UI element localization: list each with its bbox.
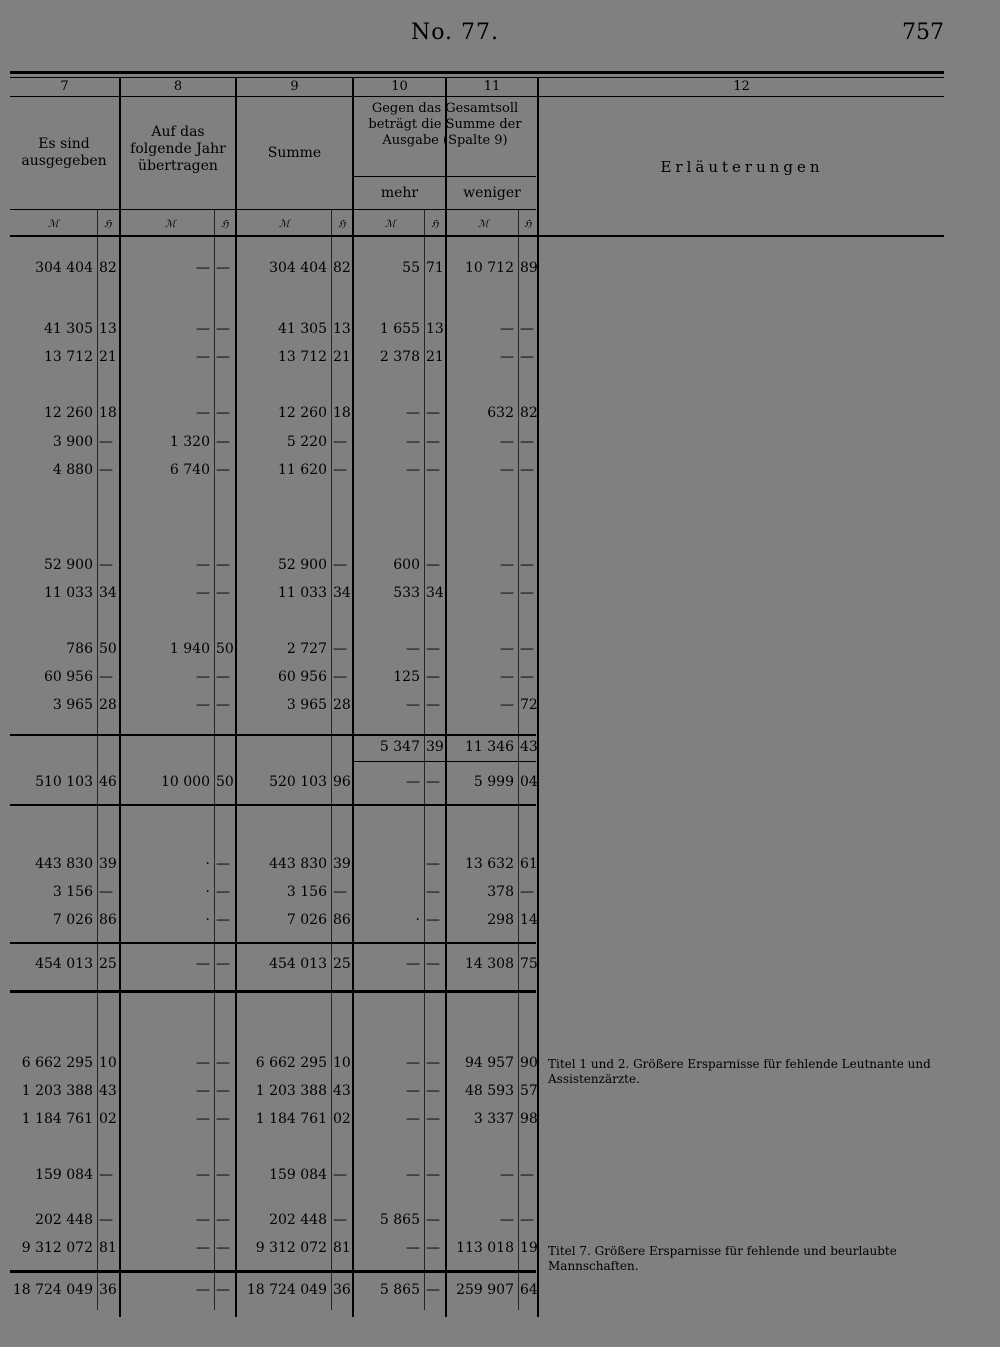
cell-c9m-row-4: 5 220	[286, 434, 327, 450]
colnum-10: 10	[391, 79, 408, 94]
cell-c11m-row-10: —	[500, 697, 514, 713]
cell-c8m-row-1: —	[196, 321, 210, 337]
cell-c11p-row-11: 43	[520, 739, 538, 755]
cell-c10p-row-13: —	[426, 856, 440, 872]
cell-c8p-row-18: —	[216, 1083, 230, 1099]
unit-pf-9: ℌ	[338, 219, 346, 230]
cell-c7p-row-15: 86	[99, 912, 117, 928]
cell-c8p-row-10: —	[216, 697, 230, 713]
cell-c8m-row-0: —	[196, 260, 210, 276]
note-titel-7: Titel 7. Größere Ersparnisse für fehlende und beurlaubte Mannschaften.	[548, 1244, 897, 1273]
cell-c9m-row-9: 60 956	[278, 669, 327, 685]
colnum-rule	[10, 96, 944, 97]
pf-divider-10	[424, 210, 425, 1310]
header-uebertragen: Auf das folgende Jahr übertragen	[130, 124, 226, 174]
unit-mark-11: ℳ	[478, 219, 489, 230]
cell-c9p-row-15: 86	[333, 912, 351, 928]
cell-c10p-row-6: —	[426, 557, 440, 573]
cell-c7m-row-0: 304 404	[35, 260, 93, 276]
cell-c8m-row-5: 6 740	[169, 462, 210, 478]
cell-c10m-row-17: —	[406, 1055, 420, 1071]
cell-c8p-row-12: 50	[216, 774, 234, 790]
cell-c8m-row-2: —	[196, 349, 210, 365]
cell-c10p-row-20: —	[426, 1167, 440, 1183]
cell-c10p-row-21: —	[426, 1212, 440, 1228]
cell-c8m-row-7: —	[196, 585, 210, 601]
cell-c11m-row-1: —	[500, 321, 514, 337]
note-titel-1-2: Titel 1 und 2. Größere Ersparnisse für fehlende Leutnante und Assistenzärzte.	[548, 1057, 931, 1086]
cell-c11m-row-6: —	[500, 557, 514, 573]
cell-c8m-row-9: —	[196, 669, 210, 685]
header-mehr: mehr	[380, 185, 419, 201]
cell-c11p-row-16: 75	[520, 956, 538, 972]
cell-c8p-row-5: —	[216, 462, 230, 478]
cell-c8m-row-22: —	[196, 1240, 210, 1256]
cell-c11m-row-9: —	[500, 669, 514, 685]
cell-c7m-row-20: 159 084	[35, 1167, 93, 1183]
cell-c10m-row-15: ·	[415, 912, 420, 928]
cell-c7m-row-13: 443 830	[35, 856, 93, 872]
cell-c9p-row-23: 36	[333, 1282, 351, 1298]
cell-c11p-row-3: 82	[520, 405, 538, 421]
cell-c11m-row-13: 13 632	[465, 856, 514, 872]
subheader-rule	[352, 176, 536, 177]
colnum-7: 7	[60, 79, 69, 94]
cell-c10p-row-2: 21	[426, 349, 444, 365]
colnum-11: 11	[483, 79, 501, 94]
cell-c7p-row-12: 46	[99, 774, 117, 790]
cell-c7m-row-18: 1 203 388	[21, 1083, 93, 1099]
cell-c8p-row-13: —	[216, 856, 230, 872]
cell-c7p-row-2: 21	[99, 349, 117, 365]
cell-c9m-row-2: 13 712	[278, 349, 327, 365]
cell-c11m-row-16: 14 308	[465, 956, 514, 972]
cell-c11m-row-23: 259 907	[456, 1282, 514, 1298]
cell-c11p-row-19: 98	[520, 1111, 538, 1127]
cell-c10m-row-0: 55	[402, 260, 420, 276]
cell-c10p-row-19: —	[426, 1111, 440, 1127]
cell-c11p-row-14: —	[520, 884, 534, 900]
cell-c10m-row-23: 5 865	[379, 1282, 420, 1298]
cell-c8p-row-8: 50	[216, 641, 234, 657]
cell-c10m-row-6: 600	[393, 557, 420, 573]
unit-mark-9: ℳ	[279, 219, 290, 230]
cell-c8m-row-12: 10 000	[161, 774, 210, 790]
cell-c8m-row-14: ·	[205, 884, 210, 900]
col-divider-9-10	[352, 77, 354, 1317]
cell-c7p-row-22: 81	[99, 1240, 117, 1256]
cell-c8p-row-19: —	[216, 1111, 230, 1127]
cell-c7m-row-7: 11 033	[44, 585, 93, 601]
cell-c9p-row-14: —	[333, 884, 347, 900]
cell-c10p-row-4: —	[426, 434, 440, 450]
header-summe: Summe	[267, 145, 322, 161]
cell-c9p-row-22: 81	[333, 1240, 351, 1256]
cell-c7m-row-8: 786	[66, 641, 93, 657]
top-rule	[10, 71, 944, 74]
pf-divider-9	[331, 210, 332, 1310]
cell-c10m-row-8: —	[406, 641, 420, 657]
pf-divider-7	[97, 210, 98, 1310]
cell-c9p-row-9: —	[333, 669, 347, 685]
cell-c9p-row-17: 10	[333, 1055, 351, 1071]
cell-c8m-row-13: ·	[205, 856, 210, 872]
cell-c7m-row-5: 4 880	[52, 462, 93, 478]
cell-c9m-row-0: 304 404	[269, 260, 327, 276]
cell-c8p-row-6: —	[216, 557, 230, 573]
cell-c7m-row-23: 18 724 049	[12, 1282, 93, 1298]
cell-c10m-row-7: 533	[393, 585, 420, 601]
unit-pf-7: ℌ	[104, 219, 112, 230]
section-rule-5	[10, 1270, 536, 1273]
cell-c11p-row-8: —	[520, 641, 534, 657]
cell-c9p-row-2: 21	[333, 349, 351, 365]
cell-c10p-row-0: 71	[426, 260, 444, 276]
cell-c8m-row-17: —	[196, 1055, 210, 1071]
cell-c10p-row-9: —	[426, 669, 440, 685]
cell-c9p-row-7: 34	[333, 585, 351, 601]
unit-pf-10: ℌ	[431, 219, 439, 230]
cell-c10m-row-9: 125	[393, 669, 420, 685]
cell-c7p-row-3: 18	[99, 405, 117, 421]
cell-c9p-row-8: —	[333, 641, 347, 657]
cell-c10m-row-12: —	[406, 774, 420, 790]
cell-c8m-row-3: —	[196, 405, 210, 421]
cell-c7p-row-8: 50	[99, 641, 117, 657]
cell-c11p-row-6: —	[520, 557, 534, 573]
cell-c10p-row-8: —	[426, 641, 440, 657]
cell-c10p-row-15: —	[426, 912, 440, 928]
cell-c11p-row-22: 19	[520, 1240, 538, 1256]
cell-c7m-row-19: 1 184 761	[21, 1111, 93, 1127]
cell-c9m-row-17: 6 662 295	[255, 1055, 327, 1071]
cell-c8p-row-15: —	[216, 912, 230, 928]
unit-mark-8: ℳ	[165, 219, 176, 230]
cell-c8p-row-14: —	[216, 884, 230, 900]
cell-c7m-row-3: 12 260	[44, 405, 93, 421]
cell-c9m-row-15: 7 026	[286, 912, 327, 928]
cell-c9p-row-12: 96	[333, 774, 351, 790]
cell-c9m-row-5: 11 620	[278, 462, 327, 478]
cell-c11p-row-2: —	[520, 349, 534, 365]
cell-c7m-row-21: 202 448	[35, 1212, 93, 1228]
cell-c7p-row-9: —	[99, 669, 113, 685]
section-rule-2	[10, 804, 536, 806]
cell-c7p-row-19: 02	[99, 1111, 117, 1127]
cell-c11m-row-11: 11 346	[465, 739, 514, 755]
cell-c11m-row-20: —	[500, 1167, 514, 1183]
cell-c7m-row-16: 454 013	[35, 956, 93, 972]
cell-c7p-row-5: —	[99, 462, 113, 478]
cell-c9p-row-10: 28	[333, 697, 351, 713]
cell-c8m-row-8: 1 940	[169, 641, 210, 657]
cell-c11p-row-15: 14	[520, 912, 538, 928]
cell-c9m-row-10: 3 965	[286, 697, 327, 713]
cell-c8p-row-22: —	[216, 1240, 230, 1256]
cell-c9m-row-14: 3 156	[286, 884, 327, 900]
colnum-12: 12	[733, 79, 750, 94]
cell-c9m-row-16: 454 013	[269, 956, 327, 972]
cell-c11m-row-0: 10 712	[465, 260, 514, 276]
cell-c11p-row-17: 90	[520, 1055, 538, 1071]
cell-c7p-row-0: 82	[99, 260, 117, 276]
cell-c9m-row-13: 443 830	[269, 856, 327, 872]
cell-c11p-row-10: 72	[520, 697, 538, 713]
cell-c10m-row-19: —	[406, 1111, 420, 1127]
cell-c10m-row-3: —	[406, 405, 420, 421]
cell-c9p-row-18: 43	[333, 1083, 351, 1099]
cell-c8p-row-0: —	[216, 260, 230, 276]
cell-c11p-row-4: —	[520, 434, 534, 450]
cell-c7m-row-4: 3 900	[52, 434, 93, 450]
pf-divider-11	[518, 210, 519, 1310]
cell-c7m-row-12: 510 103	[35, 774, 93, 790]
cell-c7p-row-6: —	[99, 557, 113, 573]
cell-c9p-row-4: —	[333, 434, 347, 450]
cell-c7p-row-4: —	[99, 434, 113, 450]
cell-c8m-row-20: —	[196, 1167, 210, 1183]
cell-c11m-row-4: —	[500, 434, 514, 450]
cell-c11m-row-22: 113 018	[456, 1240, 514, 1256]
cell-c7m-row-15: 7 026	[52, 912, 93, 928]
cell-c9p-row-3: 18	[333, 405, 351, 421]
cell-c9p-row-0: 82	[333, 260, 351, 276]
cell-c10p-row-18: —	[426, 1083, 440, 1099]
cell-c9m-row-1: 41 305	[278, 321, 327, 337]
colnum-9: 9	[290, 79, 299, 94]
cell-c9m-row-19: 1 184 761	[255, 1111, 327, 1127]
cell-c8p-row-1: —	[216, 321, 230, 337]
cell-c10p-row-16: —	[426, 956, 440, 972]
cell-c9p-row-20: —	[333, 1167, 347, 1183]
cell-c11m-row-12: 5 999	[473, 774, 514, 790]
cell-c9p-row-16: 25	[333, 956, 351, 972]
cell-c8m-row-16: —	[196, 956, 210, 972]
cell-c10p-row-14: —	[426, 884, 440, 900]
cell-c7m-row-22: 9 312 072	[21, 1240, 93, 1256]
header-ausgegeben: Es sind ausgegeben	[21, 136, 107, 169]
cell-c7p-row-20: —	[99, 1167, 113, 1183]
page-header-number: No. 77.	[410, 20, 500, 45]
cell-c7m-row-14: 3 156	[52, 884, 93, 900]
cell-c9m-row-6: 52 900	[278, 557, 327, 573]
cell-c8p-row-3: —	[216, 405, 230, 421]
cell-c8p-row-9: —	[216, 669, 230, 685]
cell-c10p-row-11: 39	[426, 739, 444, 755]
cell-c10p-row-5: —	[426, 462, 440, 478]
cell-c9m-row-18: 1 203 388	[255, 1083, 327, 1099]
section-rule-1	[10, 734, 536, 736]
cell-c9p-row-13: 39	[333, 856, 351, 872]
cell-c7p-row-7: 34	[99, 585, 117, 601]
cell-c7p-row-21: —	[99, 1212, 113, 1228]
subtotal-rule	[352, 761, 536, 762]
cell-c11p-row-21: —	[520, 1212, 534, 1228]
cell-c10m-row-2: 2 378	[379, 349, 420, 365]
unit-mark-10: ℳ	[385, 219, 396, 230]
section-rule-3	[10, 942, 536, 944]
cell-c11m-row-5: —	[500, 462, 514, 478]
cell-c11p-row-5: —	[520, 462, 534, 478]
cell-c9m-row-21: 202 448	[269, 1212, 327, 1228]
unit-mark-7: ℳ	[48, 219, 59, 230]
cell-c7m-row-17: 6 662 295	[21, 1055, 93, 1071]
cell-c8p-row-16: —	[216, 956, 230, 972]
cell-c10p-row-10: —	[426, 697, 440, 713]
cell-c9p-row-19: 02	[333, 1111, 351, 1127]
cell-c11m-row-17: 94 957	[465, 1055, 514, 1071]
header-weniger: weniger	[463, 185, 521, 201]
cell-c7p-row-17: 10	[99, 1055, 117, 1071]
cell-c8p-row-17: —	[216, 1055, 230, 1071]
cell-c10p-row-17: —	[426, 1055, 440, 1071]
cell-c10m-row-21: 5 865	[379, 1212, 420, 1228]
cell-c7p-row-16: 25	[99, 956, 117, 972]
cell-c11p-row-23: 64	[520, 1282, 538, 1298]
cell-c10m-row-11: 5 347	[379, 739, 420, 755]
cell-c10p-row-1: 13	[426, 321, 444, 337]
cell-c7p-row-10: 28	[99, 697, 117, 713]
cell-c8p-row-7: —	[216, 585, 230, 601]
cell-c11p-row-0: 89	[520, 260, 538, 276]
cell-c11m-row-8: —	[500, 641, 514, 657]
cell-c9p-row-1: 13	[333, 321, 351, 337]
cell-c9m-row-12: 520 103	[269, 774, 327, 790]
cell-c11p-row-9: —	[520, 669, 534, 685]
cell-c11m-row-19: 3 337	[473, 1111, 514, 1127]
cell-c10p-row-3: —	[426, 405, 440, 421]
cell-c11m-row-18: 48 593	[465, 1083, 514, 1099]
cell-c10m-row-1: 1 655	[379, 321, 420, 337]
cell-c9m-row-3: 12 260	[278, 405, 327, 421]
cell-c8p-row-20: —	[216, 1167, 230, 1183]
cell-c11p-row-13: 61	[520, 856, 538, 872]
header-gesamtsoll: Gegen das Gesamtsoll beträgt die Summe der Ausgabe (Spalte 9)	[368, 101, 522, 148]
cell-c11m-row-15: 298	[487, 912, 514, 928]
col-divider-7-8	[119, 77, 121, 1317]
cell-c11p-row-18: 57	[520, 1083, 538, 1099]
cell-c9m-row-22: 9 312 072	[255, 1240, 327, 1256]
cell-c8m-row-23: —	[196, 1282, 210, 1298]
cell-c11p-row-1: —	[520, 321, 534, 337]
cell-c7p-row-14: —	[99, 884, 113, 900]
cell-c11m-row-2: —	[500, 349, 514, 365]
cell-c9p-row-21: —	[333, 1212, 347, 1228]
cell-c8p-row-4: —	[216, 434, 230, 450]
cell-c8m-row-4: 1 320	[169, 434, 210, 450]
cell-c10m-row-18: —	[406, 1083, 420, 1099]
top-rule-thin	[10, 77, 944, 78]
unit-pf-8: ℌ	[221, 219, 229, 230]
cell-c10m-row-16: —	[406, 956, 420, 972]
cell-c8m-row-6: —	[196, 557, 210, 573]
cell-c7p-row-18: 43	[99, 1083, 117, 1099]
cell-c10m-row-10: —	[406, 697, 420, 713]
cell-c10p-row-23: —	[426, 1282, 440, 1298]
cell-c7m-row-6: 52 900	[44, 557, 93, 573]
cell-c9p-row-5: —	[333, 462, 347, 478]
cell-c11p-row-7: —	[520, 585, 534, 601]
cell-c9m-row-23: 18 724 049	[246, 1282, 327, 1298]
cell-c8m-row-18: —	[196, 1083, 210, 1099]
cell-c8p-row-23: —	[216, 1282, 230, 1298]
cell-c7m-row-2: 13 712	[44, 349, 93, 365]
unit-pf-11: ℌ	[524, 219, 532, 230]
cell-c10m-row-4: —	[406, 434, 420, 450]
cell-c10p-row-7: 34	[426, 585, 444, 601]
cell-c10p-row-22: —	[426, 1240, 440, 1256]
cell-c10p-row-12: —	[426, 774, 440, 790]
cell-c7p-row-13: 39	[99, 856, 117, 872]
col-divider-10-11	[445, 77, 447, 1317]
cell-c11p-row-20: —	[520, 1167, 534, 1183]
col-divider-8-9	[235, 77, 237, 1317]
cell-c7p-row-1: 13	[99, 321, 117, 337]
cell-c9m-row-20: 159 084	[269, 1167, 327, 1183]
cell-c11m-row-21: —	[500, 1212, 514, 1228]
cell-c10m-row-20: —	[406, 1167, 420, 1183]
cell-c11p-row-12: 04	[520, 774, 538, 790]
cell-c8m-row-21: —	[196, 1212, 210, 1228]
cell-c10m-row-5: —	[406, 462, 420, 478]
page-number: 757	[902, 20, 944, 45]
cell-c10m-row-22: —	[406, 1240, 420, 1256]
cell-c7m-row-10: 3 965	[52, 697, 93, 713]
cell-c8p-row-21: —	[216, 1212, 230, 1228]
cell-c7p-row-23: 36	[99, 1282, 117, 1298]
cell-c7m-row-9: 60 956	[44, 669, 93, 685]
cell-c8p-row-2: —	[216, 349, 230, 365]
cell-c9m-row-7: 11 033	[278, 585, 327, 601]
cell-c11m-row-3: 632	[487, 405, 514, 421]
unit-rule	[10, 235, 944, 237]
cell-c7m-row-1: 41 305	[44, 321, 93, 337]
cell-c9p-row-6: —	[333, 557, 347, 573]
colnum-8: 8	[173, 79, 183, 94]
cell-c11m-row-7: —	[500, 585, 514, 601]
section-rule-4	[10, 990, 536, 993]
cell-c11m-row-14: 378	[487, 884, 514, 900]
pf-divider-8	[214, 210, 215, 1310]
cell-c8m-row-10: —	[196, 697, 210, 713]
cell-c9m-row-8: 2 727	[286, 641, 327, 657]
header-erlaeuterungen: Erläuterungen	[660, 158, 824, 176]
cell-c8m-row-15: ·	[205, 912, 210, 928]
header-rule	[10, 209, 536, 210]
cell-c8m-row-19: —	[196, 1111, 210, 1127]
